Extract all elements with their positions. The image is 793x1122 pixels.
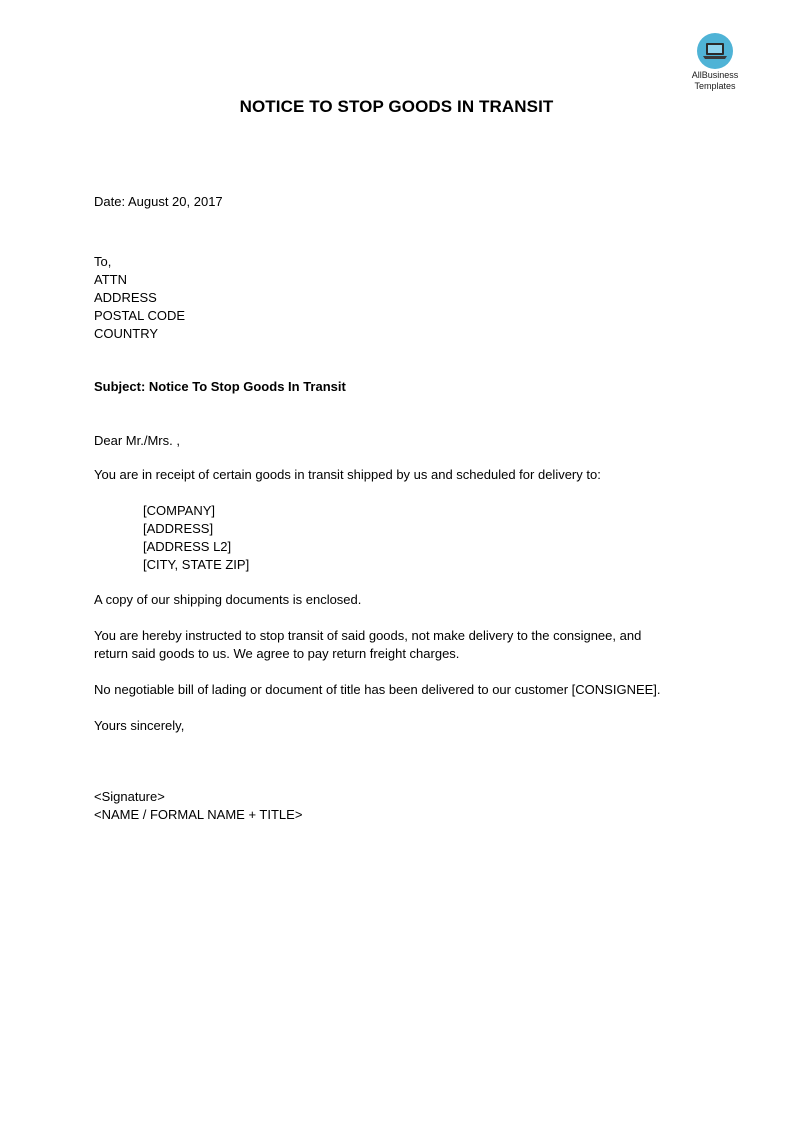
recipient-line: POSTAL CODE [94,308,186,323]
recipient-line: To, [94,254,112,269]
recipient-line: ADDRESS [94,290,157,305]
subject-line: Subject: Notice To Stop Goods In Transit [94,379,346,394]
allbusiness-templates-logo [682,33,748,91]
delivery-address-line: [ADDRESS L2] [143,539,232,554]
intro-paragraph: You are in receipt of certain goods in transit shipped by us and scheduled for delivery to: [94,467,601,482]
bill-of-lading-paragraph: No negotiable bill of lading or document of title has been delivered to our customer [CONSIGNEE]. [94,682,661,697]
instruction-paragraph-line1: You are hereby instructed to stop transit of said goods, not make delivery to the consignee, and [94,628,642,643]
document-title: NOTICE TO STOP GOODS IN TRANSIT [239,97,554,116]
delivery-address-line: [ADDRESS] [143,521,214,536]
date-line: Date: August 20, 2017 [94,194,223,209]
delivery-address-line: [CITY, STATE ZIP] [143,557,250,572]
logo-text-line1: AllBusiness [691,70,739,80]
delivery-address-line: [COMPANY] [143,503,215,518]
recipient-line: ATTN [94,272,127,287]
instruction-paragraph-line2: return said goods to us. We agree to pay return freight charges. [94,646,460,661]
copy-paragraph: A copy of our shipping documents is enclosed. [94,592,362,607]
recipient-line: COUNTRY [94,326,159,341]
laptop-icon [697,33,733,69]
signature-placeholder: <Signature> [94,789,165,804]
name-title-placeholder: <NAME / FORMAL NAME + TITLE> [94,807,303,822]
closing: Yours sincerely, [94,718,185,733]
logo-text-line2: Templates [694,81,736,91]
salutation: Dear Mr./Mrs. , [94,433,180,448]
